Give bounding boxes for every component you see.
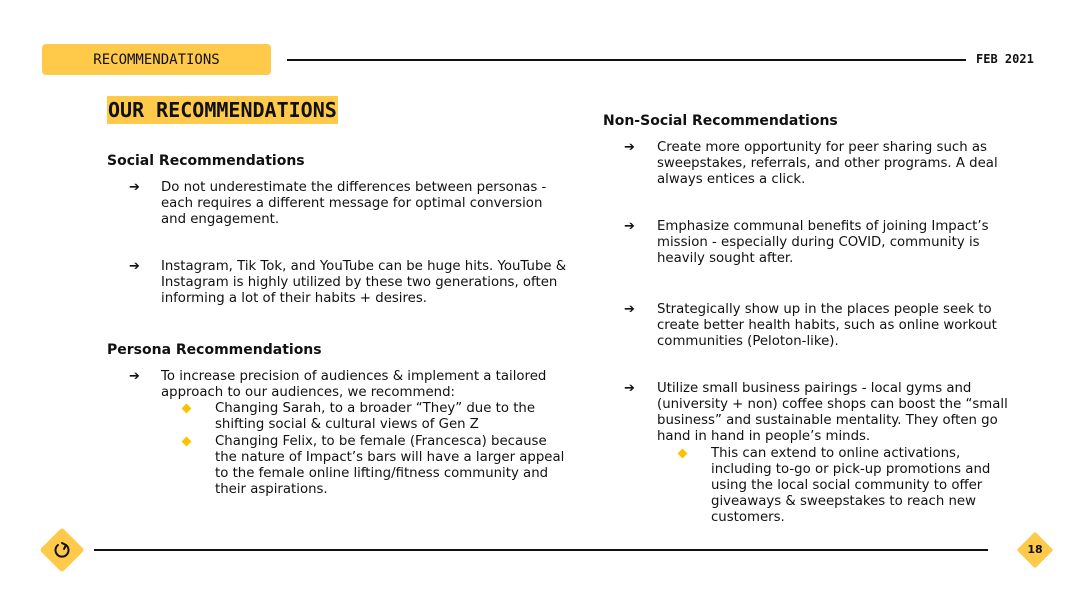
persona-item: To increase precision of audiences & implement a tailored approach to our audiences, we recommend: xyxy=(161,369,547,400)
non-social-recommendations-title: Non-Social Recommendations xyxy=(603,113,838,129)
social-recommendations-title: Social Recommendations xyxy=(107,153,305,169)
header-divider xyxy=(287,59,966,61)
page-title: OUR RECOMMENDATIONS xyxy=(108,98,337,122)
non-social-subitem: This can extend to online activations, including to-go or pick-up promotions and using the local social community to offer giveaways & sweepstakes to reach new customers. xyxy=(711,446,991,525)
arrow-bullet-icon: ➔ xyxy=(624,219,635,234)
arrow-bullet-icon: ➔ xyxy=(624,302,635,317)
diamond-bullet-icon xyxy=(182,404,192,414)
page-number: 18 xyxy=(1027,543,1043,556)
social-item-1: Do not underestimate the differences between personas - each requires a different message for optimal conversion and engagement. xyxy=(161,180,547,227)
social-item-2: Instagram, Tik Tok, and YouTube can be huge hits. YouTube & Instagram is highly utilized by these two generations, often informing a lot of their habits + desires. xyxy=(161,259,567,306)
non-social-item-1: Create more opportunity for peer sharing such as sweepstakes, referrals, and other programs. A deal always entices a click. xyxy=(657,140,998,187)
arrow-bullet-icon: ➔ xyxy=(129,369,140,384)
footer-divider xyxy=(94,549,988,551)
arrow-bullet-icon: ➔ xyxy=(624,381,635,396)
date-label: FEB 2021 xyxy=(976,52,1034,66)
persona-recommendations-title: Persona Recommendations xyxy=(107,342,322,358)
return-arrow-icon xyxy=(49,537,75,563)
arrow-bullet-icon: ➔ xyxy=(129,180,140,195)
diamond-bullet-icon xyxy=(182,437,192,447)
persona-subitem-2: Changing Felix, to be female (Francesca) because the nature of Impact’s bars will have a larger appeal to the female online lifting/fitness community and their aspirations. xyxy=(215,434,565,497)
diamond-bullet-icon xyxy=(678,449,688,459)
non-social-item-4: Utilize small business pairings - local gyms and (university + non) coffee shops can boost the “small business” and sustainable mentality. They often go hand in hand in people’s minds. xyxy=(657,381,1008,444)
arrow-bullet-icon: ➔ xyxy=(624,140,635,155)
section-tag: RECOMMENDATIONS xyxy=(42,44,271,75)
arrow-bullet-icon: ➔ xyxy=(129,259,140,274)
persona-subitem-1: Changing Sarah, to a broader “They” due to the shifting social & cultural views of Gen Z xyxy=(215,401,536,432)
non-social-item-2: Emphasize communal benefits of joining Impact’s mission - especially during COVID, community is heavily sought after. xyxy=(657,219,989,266)
non-social-item-3: Strategically show up in the places people seek to create better health habits, such as online workout communities (Peloton-like). xyxy=(657,302,997,349)
